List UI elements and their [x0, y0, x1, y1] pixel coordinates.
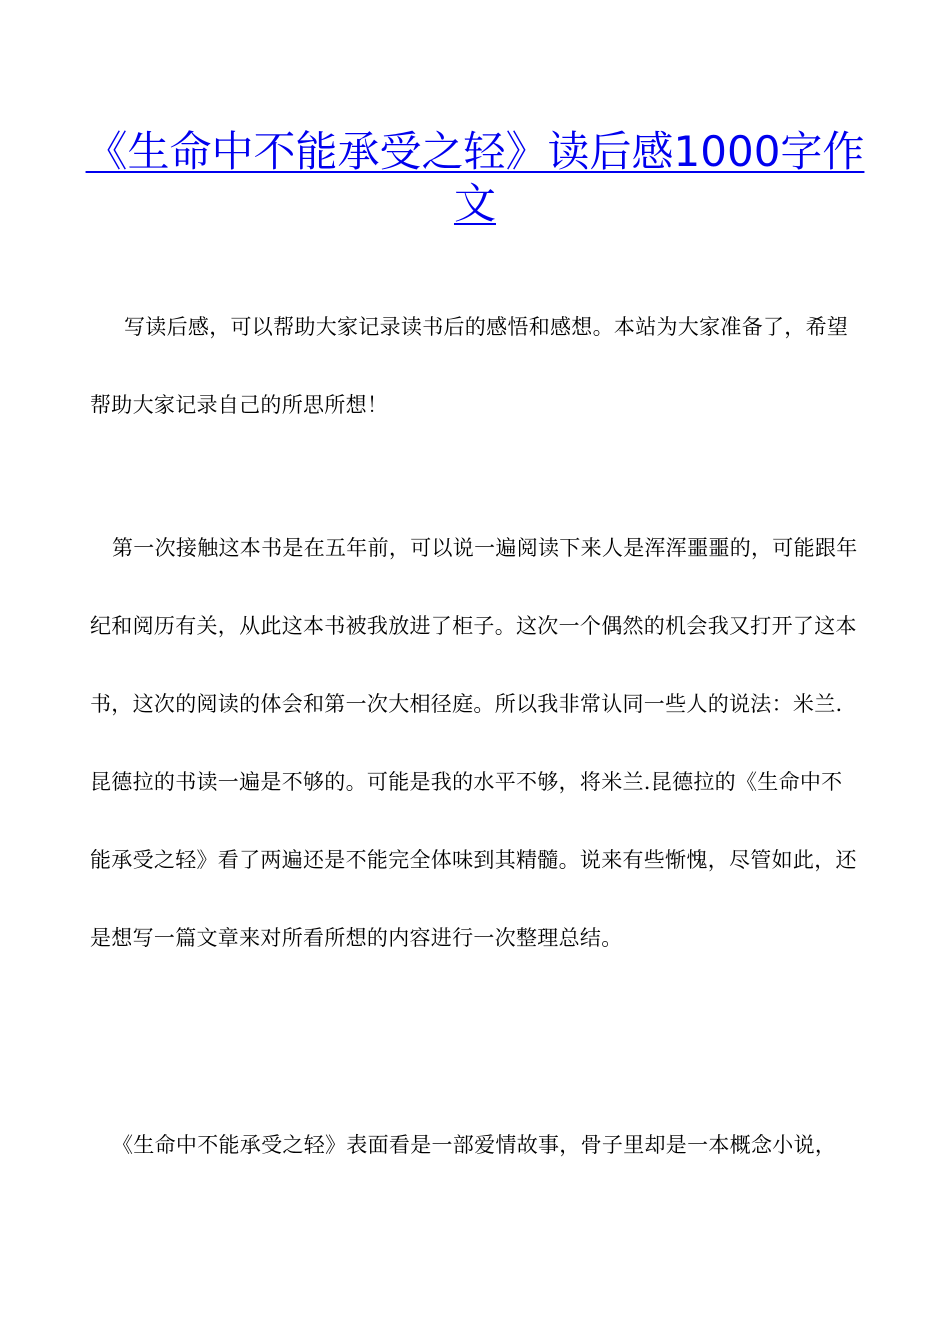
paragraph-first-reading: 第一次接触这本书是在五年前，可以说一遍阅读下来人是浑浑噩噩的，可能跟年纪和阅历有关，从此这本书被我放进了柜子。这次一个偶然的机会我又打开了这本书，这次的阅读的体会和第一次大相径庭。所以我非常认同一些人的说法：米兰.昆德拉的书读一遍是不够的。可能是我的水平不够，将米兰.昆德拉的《生命中不能承受之轻》看了两遍还是不能完全体味到其精髓。说来有些惭愧，尽管如此，还是想写一篇文章来对所看所想的内容进行一次整理总结。 — [90, 536, 858, 950]
title-link[interactable]: 《生命中不能承受之轻》读后感1000字作文 — [85, 127, 865, 228]
paragraph-intro: 写读后感，可以帮助大家记录读书后的感悟和感想。本站为大家准备了，希望帮助大家记录自己的所思所想！ — [90, 315, 849, 417]
paragraph-concept-novel: 《生命中不能承受之轻》表面看是一部爱情故事，骨子里却是一本概念小说， — [112, 1133, 837, 1157]
document-title — [80, 126, 870, 230]
